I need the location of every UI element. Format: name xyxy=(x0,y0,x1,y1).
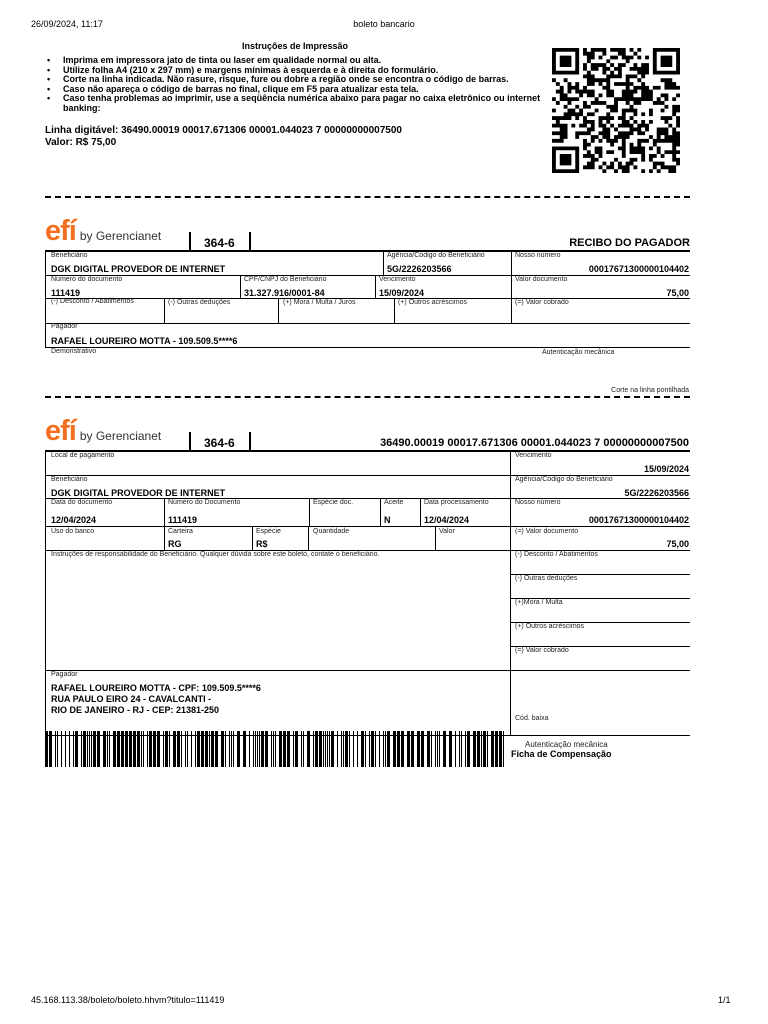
print-url: 45.168.113.38/boleto/boleto.hhvm?titulo=111419 xyxy=(31,995,225,1005)
ficha-quantidade-label: Quantidade xyxy=(313,528,350,535)
ficha-instrucoes: Instruções de responsabilidade do Beneficiário. Qualquer dúvida sobre este boleto, contate o beneficiário. xyxy=(51,551,380,558)
ficha-especie: R$ xyxy=(256,539,268,549)
receipt-desconto-label: (-) Desconto / Abatimentos xyxy=(51,298,134,305)
ficha-data-proc: 12/04/2024 xyxy=(424,515,470,525)
receipt-vencimento: 15/09/2024 xyxy=(379,288,425,298)
ficha-aceite-label: Aceite xyxy=(384,499,404,506)
instruction-item: • Caso tenha problemas ao imprimir, use a seqüência numérica abaixo para pagar no caixa eletrônico ou internet banking: xyxy=(45,94,545,113)
bank-code: 364-6 xyxy=(204,236,235,250)
receipt-vencimento-label: Vencimento xyxy=(379,276,416,283)
instruction-item: • Caso não apareça o código de barras no final, clique em F5 para atualizar esta tela. xyxy=(45,85,545,95)
receipt-valor-cobrado-label: (=) Valor cobrado xyxy=(515,299,569,306)
receipt-nosso-numero: 00017671300000104402 xyxy=(588,264,689,274)
efi-logo-mark: efí xyxy=(45,215,76,247)
ficha-uso-banco-label: Uso do banco xyxy=(51,528,95,535)
print-datetime: 26/09/2024, 11:17 xyxy=(31,19,103,29)
ficha-compensacao-label: Ficha de Compensação xyxy=(511,749,612,759)
ficha-num-doc: 111419 xyxy=(168,515,198,525)
ficha-local-label: Local de pagamento xyxy=(51,452,115,459)
instructions-list xyxy=(45,56,545,114)
receipt-pagador: RAFAEL LOUREIRO MOTTA - 109.509.5****6 xyxy=(51,336,238,346)
ficha-especie-doc-label: Espécie doc. xyxy=(313,499,354,506)
receipt-cpf-label: CPF/CNPJ do Beneficiário xyxy=(244,276,327,283)
receipt-beneficiario: DGK DIGITAL PROVEDOR DE INTERNET xyxy=(51,264,226,274)
ficha-valor-doc: 75,00 xyxy=(666,539,689,549)
instructions-title: Instruções de Impressão xyxy=(241,41,349,51)
receipt-beneficiario-label: Beneficiário xyxy=(51,252,88,259)
efi-logo xyxy=(45,215,162,247)
ficha-pagador-endereco: RUA PAULO EIRO 24 - CAVALCANTI - xyxy=(51,694,212,704)
instruction-item: • Corte na linha indicada. Não rasure, risque, fure ou dobre a região onde se encontra o código de barras. xyxy=(45,75,545,85)
receipt-autenticacao-label: Autenticação mecânica xyxy=(542,349,615,356)
ficha-valor-doc-label: (=) Valor documento xyxy=(515,528,579,535)
receipt-valor-doc-label: Valor documento xyxy=(515,276,568,283)
print-page: 1/1 xyxy=(718,995,731,1005)
print-title: boleto bancario xyxy=(353,19,415,29)
ficha-num-doc-label: Número do Documento xyxy=(168,499,241,506)
barcode-bars xyxy=(45,731,504,767)
qr-modules xyxy=(552,48,680,173)
ficha-nosso-numero: 00017671300000104402 xyxy=(588,515,689,525)
valor-total: Valor: R$ 75,00 xyxy=(45,137,117,148)
ficha-beneficiario-label: Beneficiário xyxy=(51,476,88,483)
ficha-agencia: 5G/2226203566 xyxy=(624,488,689,498)
ficha-linha-digitavel: 36490.00019 00017.671306 00001.044023 7 00000000007500 xyxy=(380,437,689,449)
ficha-pagador-cidade: RIO DE JANEIRO - RJ - CEP: 21381-250 xyxy=(51,705,220,715)
ficha-vencimento-label: Vencimento xyxy=(515,452,552,459)
ficha-carteira-label: Carteira xyxy=(168,528,193,535)
instruction-item: • Utilize folha A4 (210 x 297 mm) e margens mínimas à esquerda e à direita do formulário. xyxy=(45,66,545,76)
efi-logo-mark: efí xyxy=(45,415,76,447)
ficha-vencimento: 15/09/2024 xyxy=(643,464,689,474)
ficha-aceite: N xyxy=(384,515,391,525)
instruction-item: • Imprima em impressora jato de tinta ou laser em qualidade normal ou alta. xyxy=(45,56,545,66)
cut-line xyxy=(45,196,690,198)
ficha-pagador-label: Pagador xyxy=(51,671,78,678)
ficha-valor-cobrado-label: (=) Valor cobrado xyxy=(515,647,569,654)
ficha-data-proc-label: Data processamento xyxy=(424,499,489,506)
receipt-num-doc: 111419 xyxy=(51,288,81,298)
receipt-pagador-label: Pagador xyxy=(51,323,78,330)
efi-logo-text: by Gerencianet xyxy=(79,229,162,243)
receipt-outras-deducoes-label: (-) Outras deduções xyxy=(168,299,231,306)
ficha-outras-deducoes-label: (-) Outras deduções xyxy=(515,575,578,582)
receipt-valor-doc: 75,00 xyxy=(666,288,689,298)
ficha-autenticacao-label: Autenticação mecânica xyxy=(525,740,608,749)
ficha-outros-acrescimos-label: (+) Outros acréscimos xyxy=(515,623,585,630)
receipt-mora-label: (+) Mora / Multa / Juros xyxy=(283,299,356,306)
bank-code: 364-6 xyxy=(204,436,235,450)
ficha-pagador-nome: RAFAEL LOUREIRO MOTTA - CPF: 109.509.5****6 xyxy=(51,683,261,693)
receipt-agencia: 5G/2226203566 xyxy=(387,264,452,274)
ficha-valor-label: Valor xyxy=(439,528,455,535)
ficha-desconto-label: (-) Desconto / Abatimentos xyxy=(515,551,598,558)
receipt-num-doc-label: Número do documento xyxy=(51,276,123,283)
receipt-nosso-numero-label: Nosso número xyxy=(515,252,561,259)
cut-label: Corte na linha pontilhada xyxy=(611,387,689,394)
cut-line xyxy=(45,396,690,398)
ficha-agencia-label: Agência/Código do Beneficiário xyxy=(515,476,613,483)
receipt-demonstrativo-label: Demonstrativo xyxy=(51,348,97,355)
ficha-especie-label: Espécie xyxy=(256,528,281,535)
receipt-outros-acrescimos-label: (+) Outros acréscimos xyxy=(398,299,468,306)
ficha-data-doc-label: Data do documento xyxy=(51,499,113,506)
ficha-nosso-numero-label: Nosso número xyxy=(515,499,561,506)
barcode-icon xyxy=(45,731,507,767)
ficha-mora-label: (+)Mora / Multa xyxy=(515,599,563,606)
receipt-agencia-label: Agência/Código do Beneficiário xyxy=(387,252,485,259)
qr-code-icon xyxy=(552,48,680,173)
linha-digitavel: Linha digitável: 36490.00019 00017.671306 00001.044023 7 00000000007500 xyxy=(45,125,402,136)
receipt-cpf: 31.327.916/0001-84 xyxy=(244,288,325,298)
efi-logo xyxy=(45,415,162,447)
ficha-cod-baixa-label: Cód. baixa xyxy=(515,715,549,722)
ficha-beneficiario: DGK DIGITAL PROVEDOR DE INTERNET xyxy=(51,488,226,498)
ficha-data-doc: 12/04/2024 xyxy=(51,515,97,525)
ficha-carteira: RG xyxy=(168,539,182,549)
efi-logo-text: by Gerencianet xyxy=(79,429,162,443)
receipt-title: RECIBO DO PAGADOR xyxy=(569,237,690,249)
